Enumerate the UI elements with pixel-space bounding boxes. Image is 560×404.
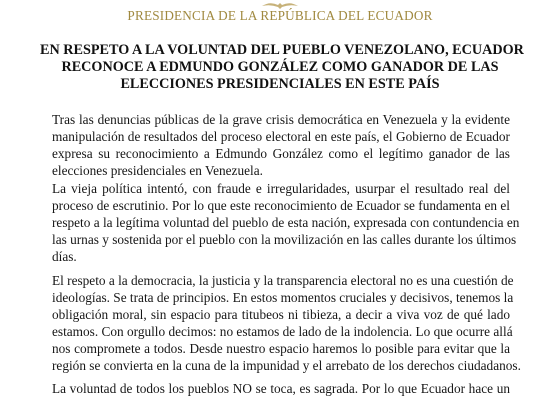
paragraph-line: respeto a la legítima voluntad del pueblo de esta nación, expresada con contundencia en — [52, 215, 520, 230]
press-release-headline — [40, 42, 524, 93]
paragraph-line: nos compromete a todos. Desde nuestro espacio haremos lo posible para evitar que la — [52, 341, 510, 356]
headline-line: RECONOCE A EDMUNDO GONZÁLEZ COMO GANADOR DE LAS — [61, 59, 499, 75]
paragraph-line: obligación moral, sin espacio para titubeos ni tibieza, a decir a viva voz de qué lado — [52, 307, 510, 322]
paragraph-2 — [52, 180, 520, 265]
headline-line: EN RESPETO A LA VOLUNTAD DEL PUEBLO VENEZOLANO, ECUADOR — [40, 42, 524, 58]
paragraph-line: La vieja política intentó, con fraude e irregularidades, usurpar el resultado real del — [52, 181, 510, 196]
paragraph-4 — [52, 380, 510, 397]
paragraph-line: La voluntad de todos los pueblos NO se toca, es sagrada. Por lo que Ecuador hace un — [52, 381, 510, 396]
paragraph-3 — [52, 272, 521, 374]
paragraph-line: El respeto a la democracia, la justicia y la transparencia electoral no es una cuestión de — [52, 273, 514, 288]
paragraph-line: ideologías. Se trata de principios. En estos momentos cruciales y decisivos, tenemos la — [52, 290, 514, 305]
paragraph-line: las urnas y sostenida por el pueblo con la movilización en las calles durante los últimos — [52, 232, 517, 247]
headline-line: ELECCIONES PRESIDENCIALES EN ESTE PAÍS — [120, 76, 440, 92]
paragraph-line: estamos. Con orgullo decimos: no estamos de lado de la indolencia. Lo que ocurre allá — [52, 324, 513, 339]
page-header-title: PRESIDENCIA DE LA REPÚBLICA DEL ECUADOR — [127, 8, 433, 23]
paragraph-line: expresa su reconocimiento a Edmundo González como el legítimo ganador de las — [52, 146, 510, 161]
paragraph-line: proceso de escrutinio. Por lo que este reconocimiento de Ecuador se fundamenta en el — [52, 198, 510, 213]
paragraph-line: región se convierta en la cuna de la impunidad y el arrebato de los derechos ciudadanos. — [52, 358, 521, 373]
paragraph-line: días. — [52, 249, 77, 264]
paragraph-line: Tras las denuncias públicas de la grave crisis democrática en Venezuela y la evidente — [52, 112, 510, 127]
paragraph-1 — [52, 111, 510, 179]
paragraph-line: manipulación de resultados del proceso electoral en este país, el Gobierno de Ecuador — [52, 129, 510, 144]
paragraph-line: elecciones presidenciales en Venezuela. — [52, 163, 263, 178]
